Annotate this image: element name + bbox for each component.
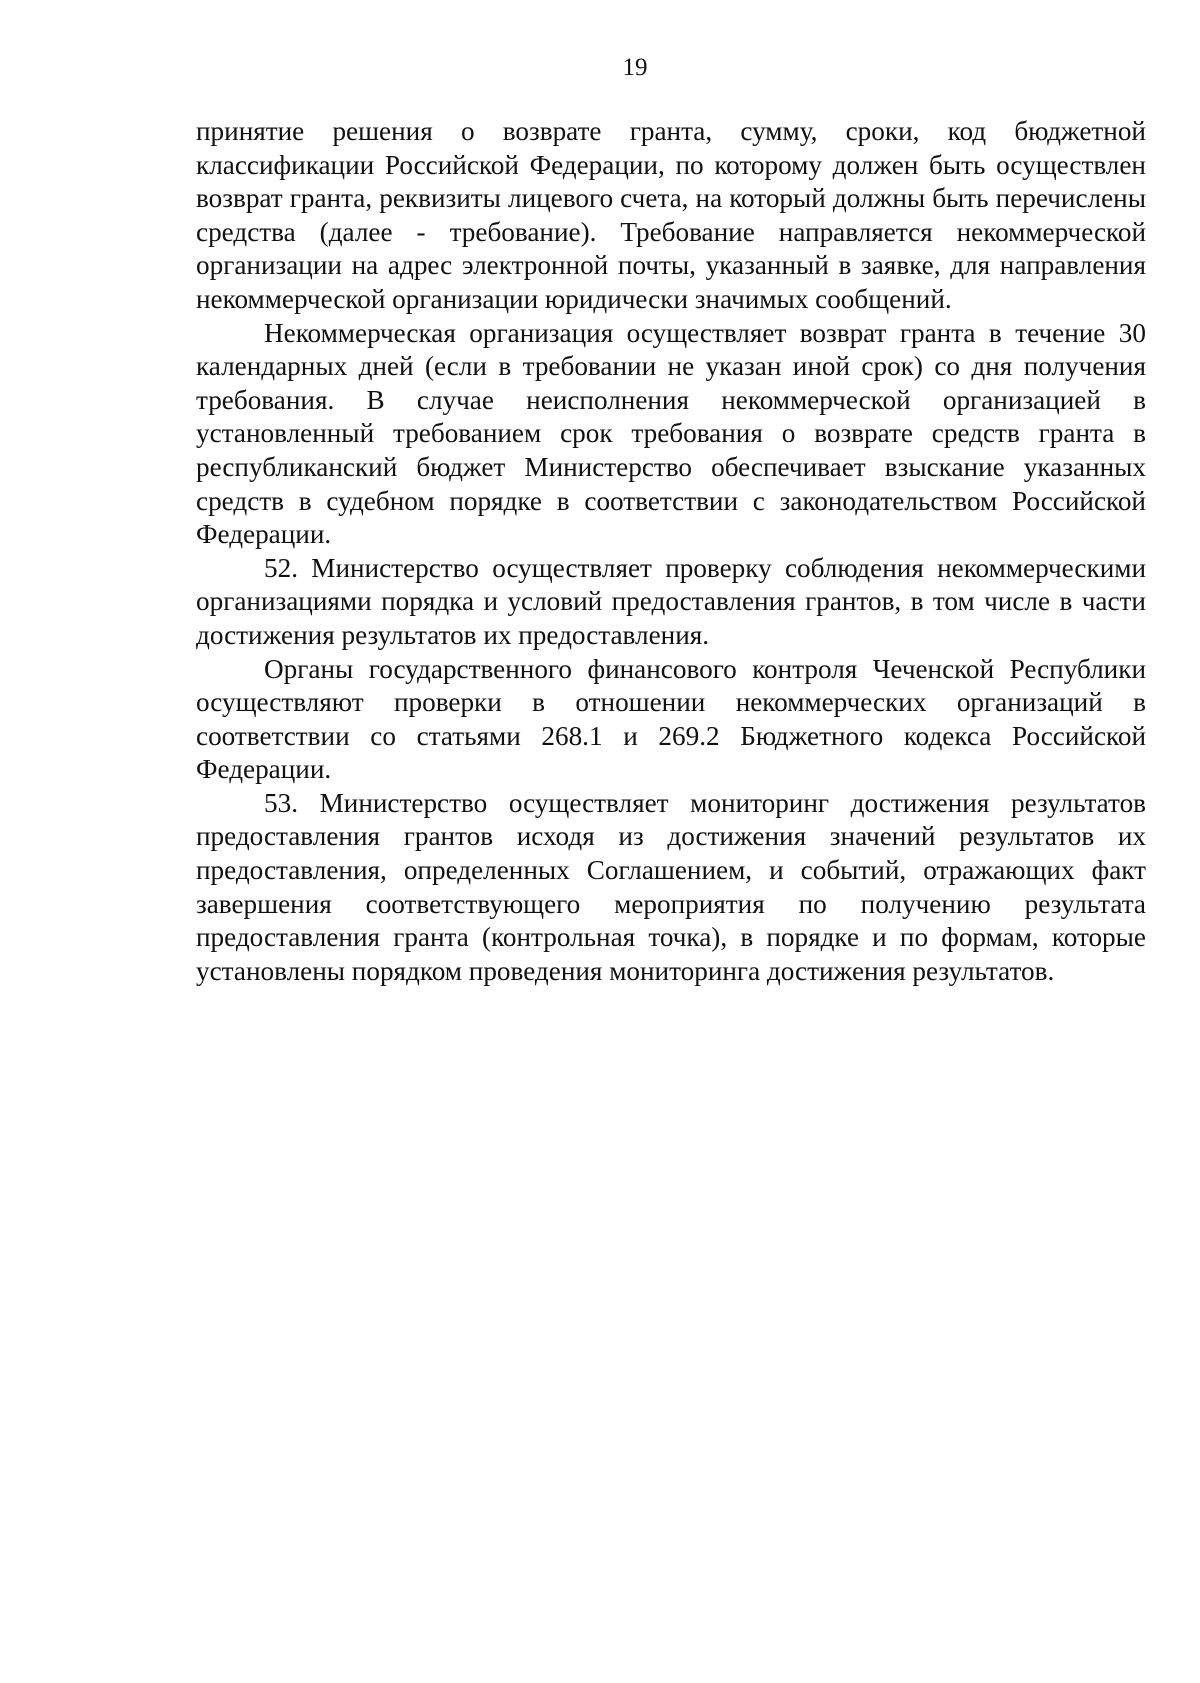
document-body	[196, 115, 1146, 988]
page-number: 19	[622, 54, 648, 81]
paragraph-return-deadline: Некоммерческая организация осуществляет возврат гранта в течение 30 календарных дней (если в требовании не указан иной срок) со дня получения требования. В случае неисполнения некоммерческой организацией в установленный требованием срок требования о возврате средств гранта в республиканский бюджет Министерство обеспечивает взыскание указанных средств в судебном порядке в соответствии с законодательством Российской Федерации.	[196, 317, 1146, 550]
paragraph-financial-control: Органы государственного финансового контроля Чеченской Республики осуществляют проверки в отношении некоммерческих организаций в соответствии со статьями 268.1 и 269.2 Бюджетного кодекса Российской Федерации.	[196, 653, 1146, 785]
paragraph-clause-53: 53. Министерство осуществляет мониторинг достижения результатов предоставления грантов исходя из достижения значений результатов их предоставления, определенных Соглашением, и событий, отражающих факт завершения соответствующего мероприятия по получению результата предоставления гранта (контрольная точка), в порядке и по формам, которые установлены порядком проведения мониторинга достижения результатов.	[196, 787, 1146, 986]
paragraph-clause-52: 52. Министерство осуществляет проверку соблюдения некоммерческими организациями порядка и условий предоставления грантов, в том числе в части достижения результатов их предоставления.	[196, 552, 1146, 650]
paragraph-return-requirement: принятие решения о возврате гранта, сумму, сроки, код бюджетной классификации Российской Федерации, по которому должен быть осуществлен возврат гранта, реквизиты лицевого счета, на который должны быть перечислены средства (далее - требование). Требование направляется некоммерческой организации на адрес электронной почты, указанный в заявке, для направления некоммерческой организации юридически значимых сообщений.	[196, 116, 1146, 314]
